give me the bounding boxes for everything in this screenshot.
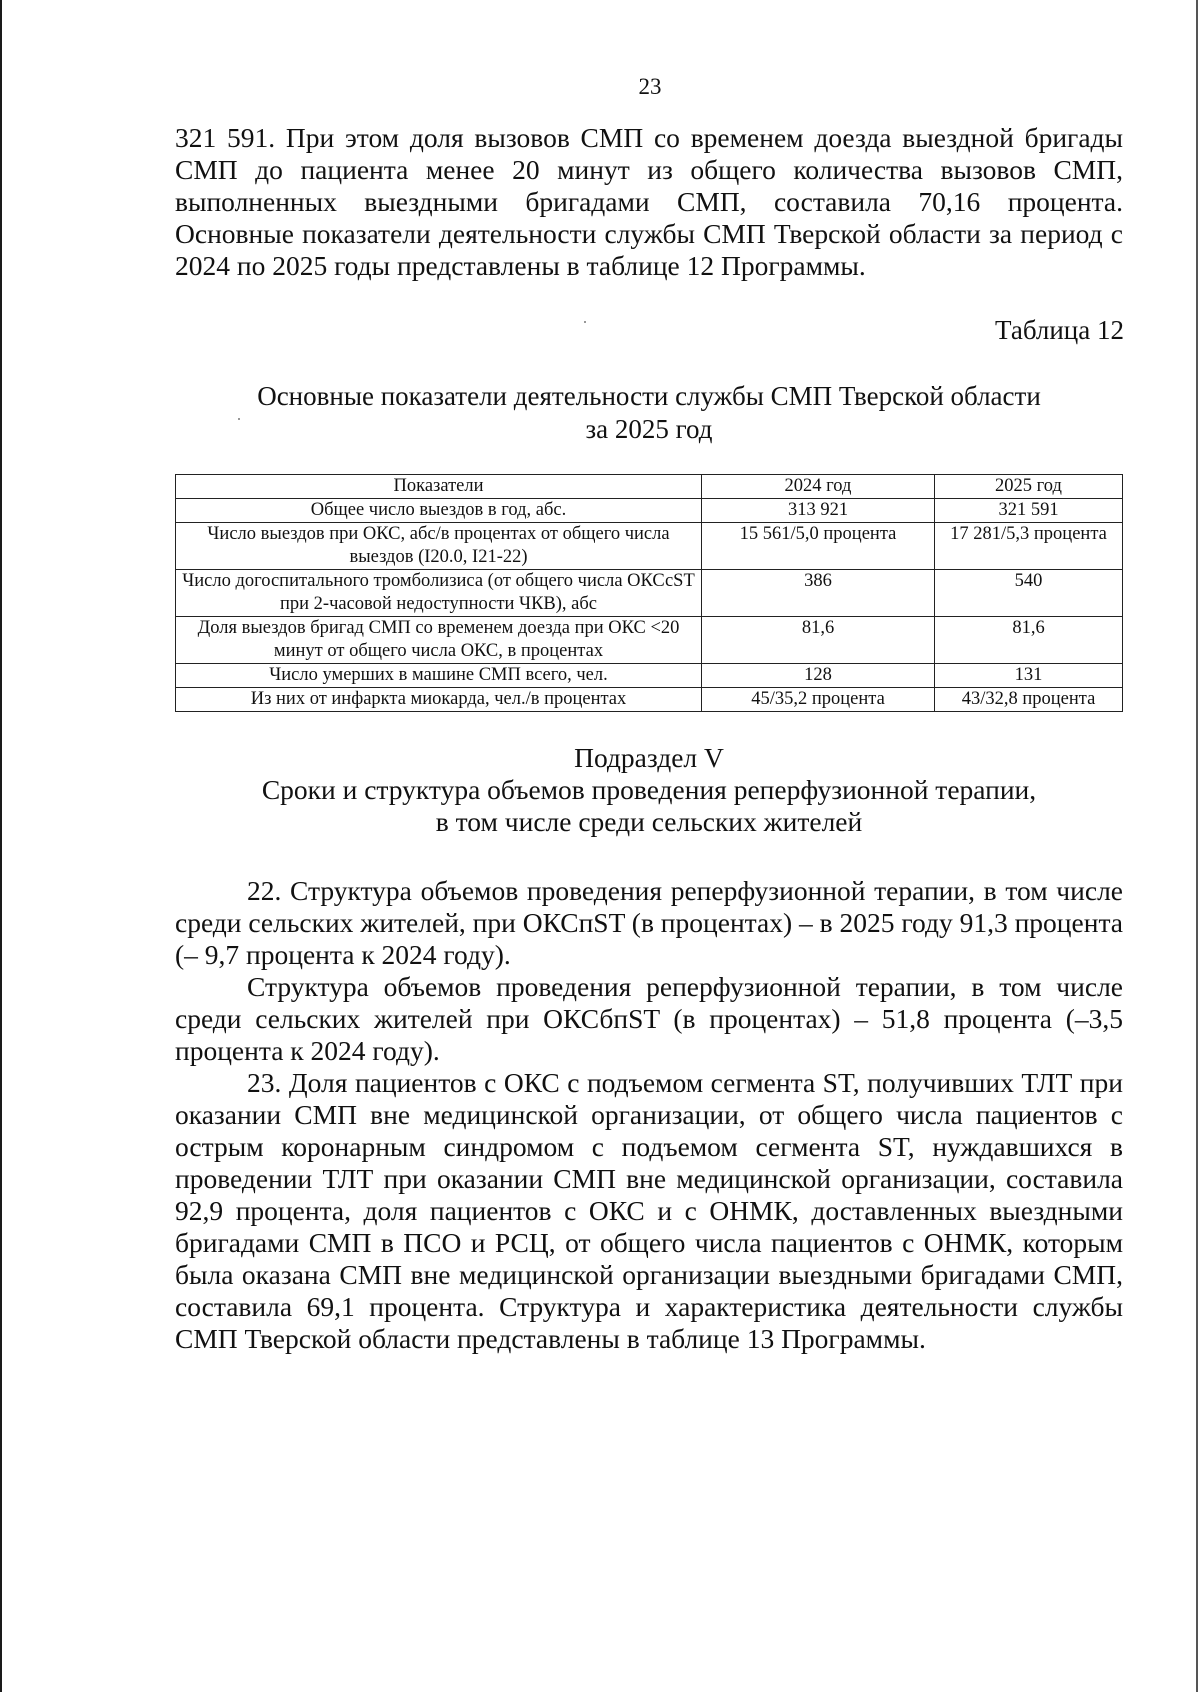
table-cell-indicator: Доля выездов бригад СМП со временем доезда при ОКС <20 минут от общего числа ОКС, в процентах: [176, 617, 702, 664]
table-label: Таблица 12: [995, 315, 1124, 345]
table-cell-2025: 17 281/5,3 процента: [935, 523, 1123, 570]
subsection-title-line1: Сроки и структура объемов проведения реперфузионной терапии,: [261, 774, 1037, 805]
table-cell-2024: 386: [702, 570, 935, 617]
header-indicator: Показатели: [176, 475, 702, 499]
paragraph-structure: Структура объемов проведения реперфузионной терапии, в том числе среди сельских жителей при ОКСбпST (в процентах) – 51,8 процента (–3,5 процента к 2024 году).: [175, 971, 1123, 1066]
scan-speck: [584, 321, 586, 323]
paragraph-23: 23. Доля пациентов с ОКС с подъемом сегмента ST, получивших ТЛТ при оказании СМП вне медицинской организации, от общего числа пациентов с острым коронарным синдромом с подъемом сегмента ST, нуждавшихся в проведении ТЛТ при оказании СМП вне медицинской организации, составила 92,9 процента, доля пациентов с ОКС и с ОНМК, доставленных выездными бригадами СМП в ПСО и РСЦ, от общего числа пациентов с ОНМК, которым была оказана СМП вне медицинской организации выездными бригадами СМП, составила 69,1 процента. Структура и характеристика деятельности службы СМП Тверской области представлены в таблице 13 Программы.: [175, 1067, 1123, 1354]
table-header-row: [176, 475, 1123, 499]
body-text: [175, 875, 1123, 1355]
table-row: [176, 523, 1123, 570]
table-cell-2025: 131: [935, 664, 1123, 688]
page-number: 23: [638, 74, 662, 99]
scan-left-edge: [0, 0, 2, 1692]
table-cell-2024: 128: [702, 664, 935, 688]
paragraph-22: 22. Структура объемов проведения реперфузионной терапии, в том числе среди сельских жителей, при ОКСпST (в процентах) – в 2025 году 91,3 процента (– 9,7 процента к 2024 году).: [175, 875, 1123, 970]
table-cell-2025: 81,6: [935, 617, 1123, 664]
scan-right-edge: [1196, 0, 1198, 1692]
subsection-title-line2: в том числе среди сельских жителей: [435, 806, 863, 837]
table-cell-indicator: Число выездов при ОКС, абс/в процентах от общего числа выездов (I20.0, I21-22): [176, 523, 702, 570]
header-2024: 2024 год: [702, 475, 935, 499]
table-cell-2025: 321 591: [935, 499, 1123, 523]
table-row: [176, 499, 1123, 523]
table-cell-2024: 15 561/5,0 процента: [702, 523, 935, 570]
header-2025: 2025 год: [935, 475, 1123, 499]
intro-paragraph-block: [175, 122, 1123, 282]
table-title-line2: за 2025 год: [585, 414, 713, 444]
table-cell-indicator: Число умерших в машине СМП всего, чел.: [176, 664, 702, 688]
table-row: [176, 664, 1123, 688]
table-cell-2025: 43/32,8 процента: [935, 688, 1123, 712]
table-cell-2024: 81,6: [702, 617, 935, 664]
table-cell-indicator: Из них от инфаркта миокарда, чел./в процентах: [176, 688, 702, 712]
table-row: [176, 570, 1123, 617]
table-cell-2024: 313 921: [702, 499, 935, 523]
table-cell-indicator: Число догоспитального тромболизиса (от общего числа ОКСсST при 2-часовой недоступности ЧКВ), абс: [176, 570, 702, 617]
intro-paragraph: 321 591. При этом доля вызовов СМП со временем доезда выездной бригады СМП до пациента менее 20 минут из общего количества вызовов СМП, выполненных выездными бригадами СМП, составила 70,16 процента. Основные показатели деятельности службы СМП Тверской области за период с 2024 по 2025 годы представлены в таблице 12 Программы.: [175, 122, 1123, 281]
table-title-line1: Основные показатели деятельности службы СМП Тверской области: [257, 381, 1041, 411]
table-row: [176, 688, 1123, 712]
table-cell-2025: 540: [935, 570, 1123, 617]
subsection-heading: Подраздел V: [574, 742, 724, 773]
indicators-table: [175, 474, 1123, 712]
table-cell-2024: 45/35,2 процента: [702, 688, 935, 712]
table-caption: [175, 380, 1123, 446]
table-cell-indicator: Общее число выездов в год, абс.: [176, 499, 702, 523]
table-row: [176, 617, 1123, 664]
subsection-header: [175, 742, 1123, 838]
